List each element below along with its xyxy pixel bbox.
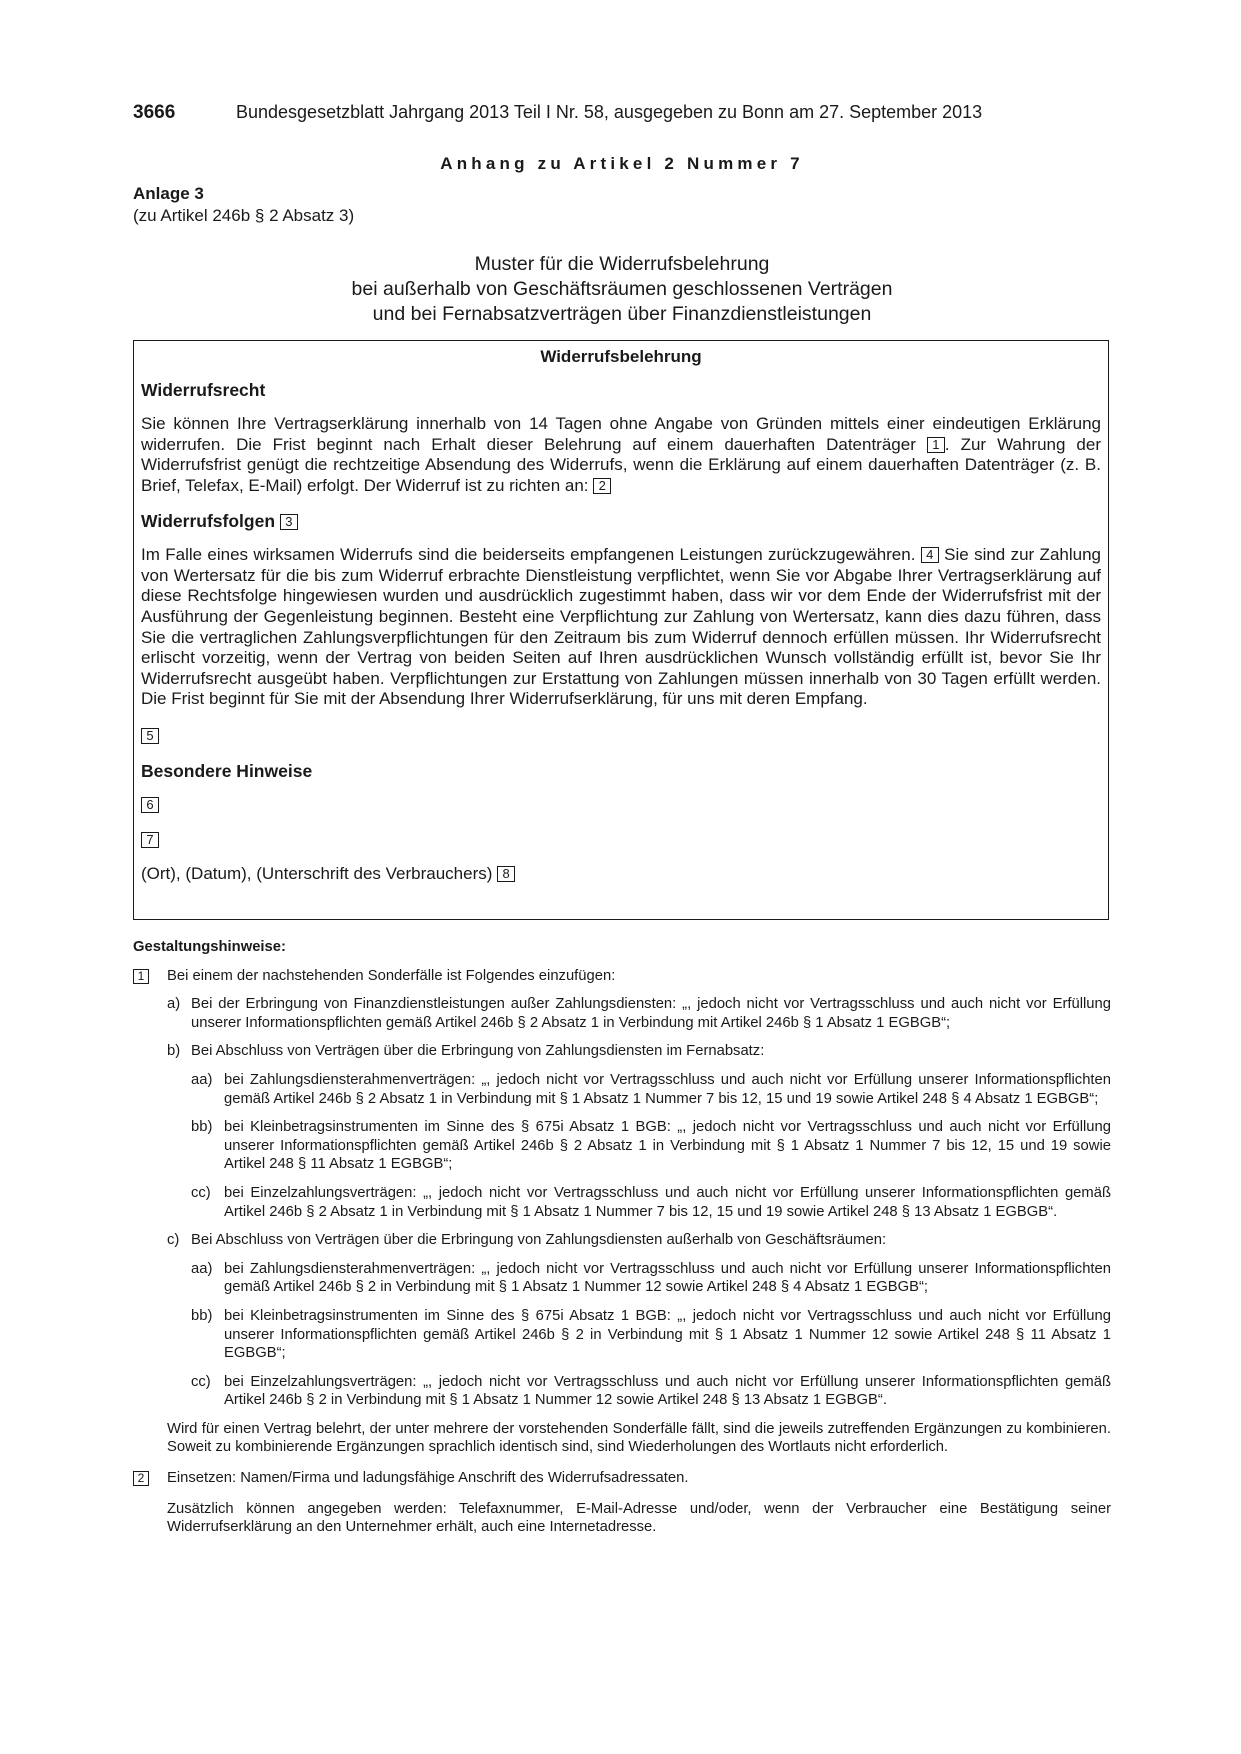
hint-2 <box>133 1469 1111 1488</box>
hint-1-b-aa <box>133 1071 1111 1108</box>
gestaltungshinweise <box>133 938 1111 1537</box>
hint-1-c-bb <box>133 1307 1111 1363</box>
hint-1-c-aa-text: bei Zahlungsdiensterahmenverträgen: „, jedoch nicht vor Vertragsschluss und auch nicht vor Erfüllung unserer Informationspflichten gemäß Artikel 246b § 2 in Verbindung mit § 1 Absatz 1 Nummer 12 sowie Artikel 248 § 4 Absatz 1 EGBGB“; <box>224 1260 1111 1296</box>
muster-title-line3: und bei Fernabsatzverträgen über Finanzdienstleistungen <box>372 303 872 325</box>
widerrufsfolgen-text-a: Im Falle eines wirksamen Widerrufs sind die beiderseits empfangenen Leistungen zurückzugewähren. <box>141 545 916 565</box>
marker-box-3: 3 <box>280 514 298 530</box>
hint-1-c-aa-label: aa) <box>191 1260 213 1277</box>
hint-1-a-text: Bei der Erbringung von Finanzdienstleistungen außer Zahlungsdiensten: „, jedoch nicht vor Vertragsschluss und auch nicht vor Erfüllung unserer Informationspflichten gemäß Artikel 246b § 2 Absatz 1 in Verbindung mit Artikel 246b § 1 Absatz 1 EGBGB“; <box>191 996 1111 1031</box>
widerrufsrecht-text-a: Sie können Ihre Vertragserklärung innerhalb von 14 Tagen ohne Angabe von Gründen mittels einer eindeutigen Erklärung widerrufen. Die Frist beginnt nach Erhalt dieser Belehrung auf einem dauerhaften Datenträger <box>141 414 1101 454</box>
anlage-subtitle: (zu Artikel 246b § 2 Absatz 3) <box>133 206 355 225</box>
hint-1-c-bb-label: bb) <box>191 1307 213 1324</box>
hint-1-closing-row <box>133 1420 1111 1457</box>
widerrufsbelehrung-box <box>133 340 1109 920</box>
hint-1-a <box>133 995 1111 1032</box>
hint-1-c-bb-text: bei Kleinbetragsinstrumenten im Sinne des § 675i Absatz 1 BGB: „, jedoch nicht vor Vertragsschluss und auch nicht vor Erfüllung unserer Informationspflichten gemäß Artikel 246b § 2 in Verbindung mit § 1 Absatz 1 Nummer 12 sowie Artikel 248 § 11 Absatz 1 EGBGB“; <box>224 1307 1111 1362</box>
marker-box-5: 5 <box>141 728 159 744</box>
signature-text: (Ort), (Datum), (Unterschrift des Verbrauchers) <box>141 864 493 884</box>
anhang-title: Anhang zu Artikel 2 Nummer 7 <box>440 154 804 173</box>
hint-1-b-label: b) <box>167 1043 181 1060</box>
marker-box-8: 8 <box>497 866 515 882</box>
hint-1-b-aa-label: aa) <box>191 1071 213 1088</box>
marker-box-2: 2 <box>593 478 611 494</box>
hint-1-b-text: Bei Abschluss von Verträgen über die Erbringung von Zahlungsdiensten im Fernabsatz: <box>191 1043 765 1060</box>
widerrufsfolgen-text <box>141 545 1101 710</box>
box-heading: Widerrufsbelehrung <box>540 347 702 366</box>
hint-1-b-bb <box>133 1118 1111 1174</box>
hint-1-c-cc <box>133 1373 1111 1410</box>
muster-title-line1: Muster für die Widerrufsbelehrung <box>474 253 770 275</box>
muster-title-line2: bei außerhalb von Geschäftsräumen geschlossenen Verträgen <box>351 278 893 300</box>
marker-row-6 <box>141 795 1101 816</box>
hint-1-c-cc-text: bei Einzelzahlungsverträgen: „, jedoch nicht vor Vertragsschluss und auch nicht vor Erfüllung unserer Informationspflichten gemäß Artikel 246b § 2 in Verbindung mit § 1 Absatz 1 Nummer 12 sowie Artikel 248 § 13 Absatz 1 EGBGB“. <box>224 1373 1111 1409</box>
gestaltungshinweise-title: Gestaltungshinweise: <box>133 939 286 955</box>
hint-1-c-label: c) <box>167 1232 180 1249</box>
hint-1-b-bb-text: bei Kleinbetragsinstrumenten im Sinne des § 675i Absatz 1 BGB: „, jedoch nicht vor Vertragsschluss und auch nicht vor Erfüllung unserer Informationspflichten gemäß Artikel 246b § 2 Absatz 1 in Verbindung mit § 1 Absatz 1 Nummer 7 bis 12, 15 und 19 sowie Artikel 248 § 11 Absatz 1 EGBGB“; <box>224 1119 1111 1173</box>
hint-1-c-cc-label: cc) <box>191 1373 211 1390</box>
hint-1-b-cc-text: bei Einzelzahlungsverträgen: „, jedoch nicht vor Vertragsschluss und auch nicht vor Erfüllung unserer Informationspflichten gemäß Artikel 246b § 2 Absatz 1 in Verbindung mit § 1 Absatz 1 Nummer 7 bis 12, 15 und 19 sowie Artikel 248 § 13 Absatz 1 EGBGB“. <box>224 1184 1111 1220</box>
widerrufsfolgen-heading-row <box>141 511 1101 532</box>
hint-1-c <box>133 1231 1111 1250</box>
hint-1-c-text: Bei Abschluss von Verträgen über die Erbringung von Zahlungsdiensten außerhalb von Geschäftsräumen: <box>191 1232 887 1249</box>
marker-box-4: 4 <box>921 547 939 563</box>
hint-1-b-aa-text: bei Zahlungsdiensterahmenverträgen: „, jedoch nicht vor Vertragsschluss und auch nicht vor Erfüllung unserer Informationspflichten gemäß Artikel 246b § 2 Absatz 1 in Verbindung mit § 1 Absatz 1 Nummer 7 bis 12, 15 und 19 sowie Artikel 248 § 4 Absatz 1 EGBGB“; <box>224 1071 1111 1107</box>
widerrufsfolgen-heading: Widerrufsfolgen <box>141 510 276 531</box>
anlage-title: Anlage 3 <box>133 184 204 203</box>
marker-row-7 <box>141 830 1101 851</box>
hint-2-extra-row <box>133 1500 1111 1537</box>
muster-title <box>133 252 1111 327</box>
widerrufsrecht-heading: Widerrufsrecht <box>141 379 266 400</box>
marker-box-1: 1 <box>927 437 945 453</box>
hint-2-extra: Zusätzlich können angegeben werden: Telefaxnummer, E-Mail-Adresse und/oder, wenn der Verbraucher eine Bestätigung seiner Widerrufserklärung an den Unternehmer erhält, auch eine Internetadresse. <box>167 1500 1111 1536</box>
hint-1-closing: Wird für einen Vertrag belehrt, der unter mehrere der vorstehenden Sonderfälle fällt, sind die jeweils zutreffenden Ergänzungen zu kombinieren. Soweit zu kombinierende Ergänzungen sprachlich identisch sind, sind Wiederholungen des Wortlauts nicht erforderlich. <box>167 1420 1111 1456</box>
hint-1-c-aa <box>133 1260 1111 1297</box>
hint-2-text: Einsetzen: Namen/Firma und ladungsfähige Anschrift des Widerrufsadressaten. <box>167 1470 689 1487</box>
publication-line: Bundesgesetzblatt Jahrgang 2013 Teil I Nr. 58, ausgegeben zu Bonn am 27. September 2013 <box>236 102 983 122</box>
hint-1 <box>133 967 1111 986</box>
hint-1-b-bb-label: bb) <box>191 1119 213 1136</box>
hint-1-b-cc-label: cc) <box>191 1184 211 1201</box>
hint-1-a-label: a) <box>167 996 181 1013</box>
page-number: 3666 <box>133 102 176 123</box>
widerrufsrecht-text <box>141 414 1101 496</box>
marker-box-6: 6 <box>141 797 159 813</box>
hint-1-marker: 1 <box>133 969 149 984</box>
widerrufsrecht-text-b: . Zur Wahrung der Widerrufsfrist genügt die rechtzeitige Absendung des Widerrufs, wenn die Erklärung auf einem dauerhaften Datenträger (z. B. Brief, Telefax, E-Mail) erfolgt. Der Widerruf ist zu richten an: <box>141 434 1101 495</box>
signature-line <box>141 864 1101 885</box>
hint-1-b-cc <box>133 1184 1111 1221</box>
marker-row-5 <box>141 726 1101 747</box>
widerrufsfolgen-text-b: Sie sind zur Zahlung von Wertersatz für die bis zum Widerruf erbrachte Dienstleistung verpflichtet, wenn Sie vor Abgabe Ihrer Vertragserklärung auf diese Rechtsfolge hingewiesen wurden und ausdrücklich zugestimmt haben, dass wir vor dem Ende der Widerrufsfrist mit der Ausführung der Gegenleistung beginnen. Besteht eine Verpflichtung zur Zahlung von Wertersatz, kann dies dazu führen, dass Sie die vertraglichen Zahlungsverpflichtungen für den Zeitraum bis zum Widerruf dennoch erfüllen müssen. Ihr Widerrufsrecht erlischt vorzeitig, wenn der Vertrag von beiden Seiten auf Ihren ausdrücklichen Wunsch vollständig erfüllt ist, bevor Sie Ihr Widerrufsrecht ausgeübt haben. Verpflichtungen zur Erstattung von Zahlungen müssen innerhalb von 30 Tagen erfüllt werden. Die Frist beginnt für Sie mit der Absendung Ihrer Widerrufserklärung, für uns mit deren Empfang. <box>141 545 1101 709</box>
marker-box-7: 7 <box>141 832 159 848</box>
hint-1-b <box>133 1042 1111 1061</box>
hint-1-intro: Bei einem der nachstehenden Sonderfälle ist Folgendes einzufügen: <box>167 967 616 984</box>
besondere-hinweise-heading: Besondere Hinweise <box>141 760 313 781</box>
hint-2-marker: 2 <box>133 1471 149 1486</box>
